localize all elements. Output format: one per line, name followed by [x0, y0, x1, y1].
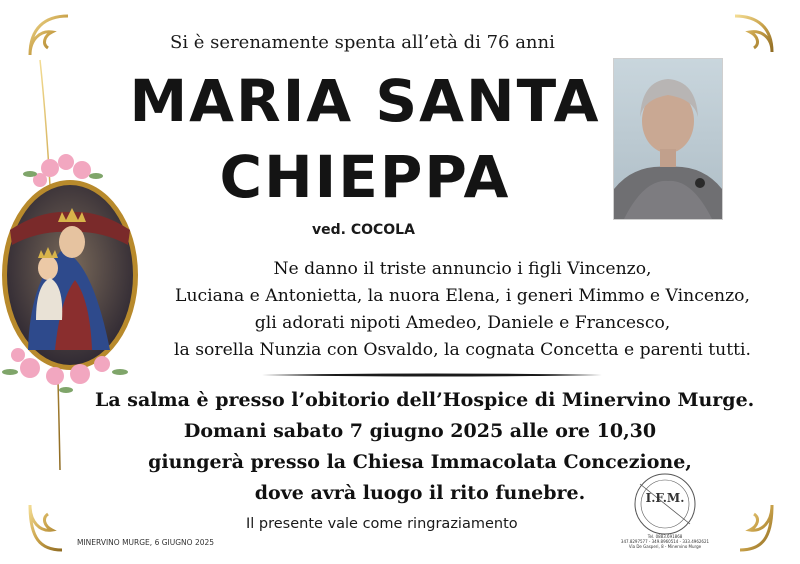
agency-contact — [620, 534, 710, 549]
brush-divider — [262, 372, 602, 378]
details-line: La salma è presso l’obitorio dell’Hospice di Minervino Murge. — [95, 389, 755, 411]
portrait-icon — [614, 59, 722, 219]
details-line: Domani sabato 7 giugno 2025 alle ore 10,30 — [183, 420, 657, 442]
ifm-logo-text: I.F.M. — [645, 491, 685, 505]
details-line: giungerà presso la Chiesa Immacolata Concezione, — [148, 451, 692, 473]
announcement-line: Luciana e Antonietta, la nuora Elena, i generi Mimmo e Vincenzo, — [175, 286, 750, 306]
announcement-line: gli adorati nipoti Amedeo, Daniele e Francesco, — [254, 313, 671, 333]
place-date: MINERVINO MURGE, 6 GIUGNO 2025 — [77, 538, 215, 547]
agency-contact-line: Via De Gasperi, 8 - Minervino Murge — [628, 544, 702, 549]
ifm-seal-logo-icon — [628, 470, 702, 540]
agency-contact-line: Tel. 0883.691868 — [647, 534, 683, 539]
announcement-line: la sorella Nunzia con Osvaldo, la cognata Concetta e parenti tutti. — [173, 340, 752, 360]
details-line: dove avrà luogo il rito funebre. — [254, 482, 586, 504]
announcement-text — [140, 256, 785, 364]
widow-of-label: ved. COCOLA — [312, 222, 415, 238]
agency-contact-line: 347.8297577 - 349.8960514 - 333.4962621 — [620, 539, 710, 544]
thanks-line: Il presente vale come ringraziamento — [246, 516, 518, 532]
deceased-name-first: MARIA SANTA — [129, 67, 601, 135]
announcement-line: Ne danno il triste annuncio i figli Vincenzo, — [273, 259, 652, 279]
intro-line: Si è serenamente spenta all’età di 76 anni — [170, 32, 555, 53]
deceased-name-last: CHIEPPA — [219, 143, 511, 211]
portrait-photo — [613, 58, 723, 220]
